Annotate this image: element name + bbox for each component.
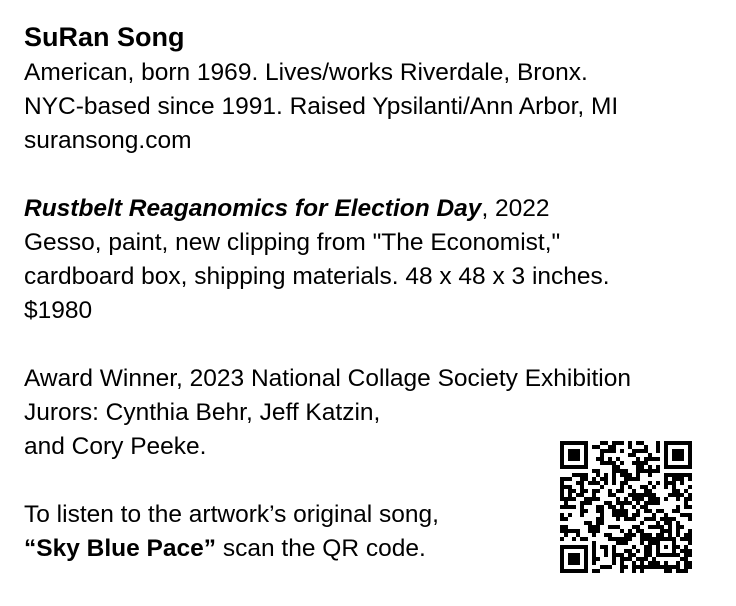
qr-code-icon[interactable]	[560, 441, 692, 573]
artist-name: SuRan Song	[24, 22, 185, 52]
song-title: “Sky Blue Pace”	[24, 535, 217, 562]
award-line-3: and Cory Peeke.	[24, 433, 207, 460]
spacer	[24, 328, 724, 362]
artist-website: suransong.com	[24, 127, 192, 154]
artwork-year: , 2022	[481, 195, 550, 222]
artwork-title-line	[24, 192, 724, 226]
artwork-price: $1980	[24, 297, 93, 324]
artist-bio-line-1: American, born 1969. Lives/works Riverdale, Bronx.	[24, 59, 588, 86]
award-line-2: Jurors: Cynthia Behr, Jeff Katzin,	[24, 399, 381, 426]
artwork-medium-line-2: cardboard box, shipping materials. 48 x 48 x 3 inches.	[24, 263, 610, 290]
song-instruction: scan the QR code.	[216, 535, 426, 562]
song-intro: To listen to the artwork’s original song,	[24, 501, 439, 528]
award-line-1: Award Winner, 2023 National Collage Society Exhibition	[24, 365, 631, 392]
qr-modules	[560, 441, 692, 573]
spacer	[24, 158, 724, 192]
artwork-title: Rustbelt Reaganomics for Election Day	[24, 195, 482, 222]
artist-bio-line-2: NYC-based since 1991. Raised Ypsilanti/Ann Arbor, MI	[24, 93, 619, 120]
artwork-medium-line-1: Gesso, paint, new clipping from "The Economist,"	[24, 229, 561, 256]
